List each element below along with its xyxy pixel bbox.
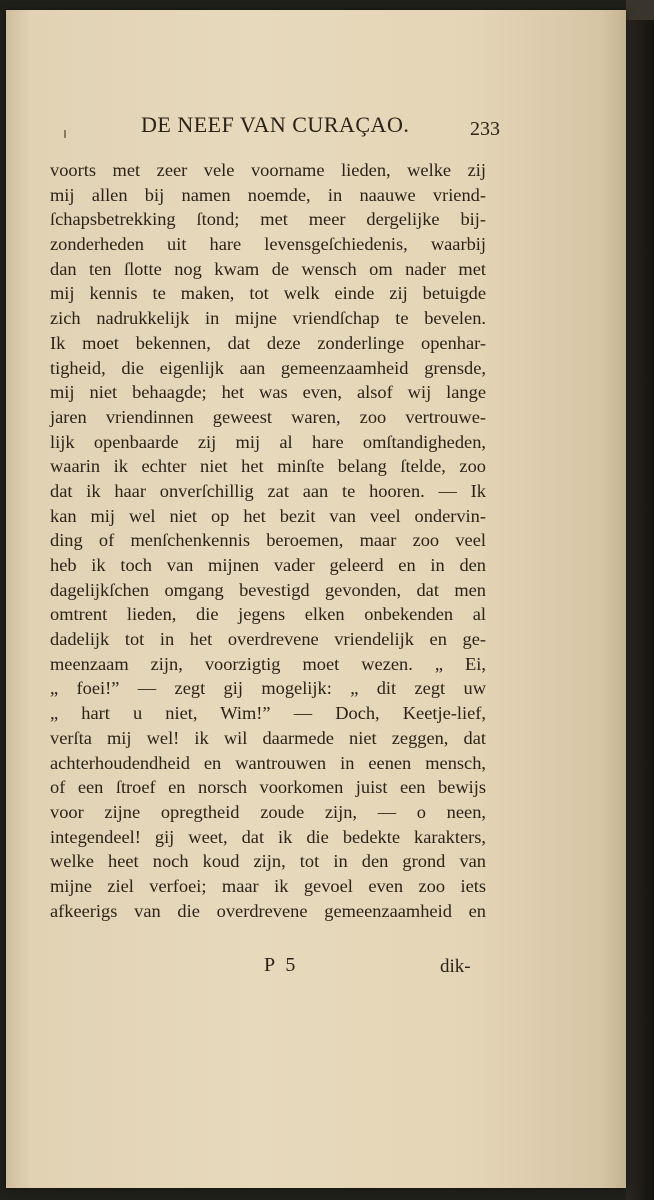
text-line: voor zijne opregtheid zoude zijn, — o neen, [50, 801, 486, 822]
text-line: jaren vriendinnen geweest waren, zoo vertrouwe- [50, 406, 486, 427]
text-line: dagelijkſchen omgang bevestigd gevonden, dat men [50, 579, 486, 600]
text-line: voorts met zeer vele voorname lieden, welke zij [50, 160, 486, 180]
running-title: DE NEEF VAN CURAÇAO. [141, 112, 410, 137]
page-header [6, 112, 626, 146]
body-text [50, 158, 486, 923]
text-line: dadelijk tot in het overdrevene vriendelijk en ge- [50, 629, 486, 650]
text-line: integendeel! gij weet, dat ik die bedekte karakters, [50, 826, 486, 847]
text-line: mij allen bij namen noemde, in naauwe vriend- [50, 184, 486, 205]
text-line: afkeerigs van die overdrevene gemeenzaamheid en [50, 900, 486, 921]
text-line: dan ten ſlotte nog kwam de wensch om nader met [50, 258, 486, 279]
text-line: heb ik toch van mijnen vader geleerd en in den [50, 555, 486, 575]
text-line: mijne ziel verfoei; maar ik gevoel even zoo iets [50, 875, 486, 896]
text-line: achterhoudendheid en wantrouwen in eenen mensch, [50, 752, 486, 773]
text-line: „ hart u niet, Wim!” — Doch, Keetje-lief, [50, 703, 486, 724]
signature-mark: P 5 [264, 954, 299, 976]
text-line: welke heet noch koud zijn, tot in den grond van [50, 851, 486, 872]
book-edge [626, 0, 654, 1200]
text-line: zonderheden uit hare levensgeſchiedenis, waarbij [50, 234, 486, 255]
text-line: verſta mij wel! ik wil daarmede niet zeggen, dat [50, 727, 486, 748]
text-line: lijk openbaarde zij mij al hare omſtandigheden, [50, 431, 486, 452]
text-line: of een ſtroef en norsch voorkomen juist een bewijs [50, 777, 486, 798]
text-line: dat ik haar onverſchillig zat aan te hooren. — Ik [50, 480, 486, 501]
text-line: Ik moet bekennen, dat deze zonderlinge openhar- [50, 332, 486, 353]
text-line: kan mij wel niet op het bezit van veel ondervin- [50, 505, 486, 526]
text-line: mij kennis te maken, tot welk einde zij betuigde [50, 283, 486, 304]
text-line: „ foei!” — zegt gij mogelijk: „ dit zegt uw [50, 678, 486, 699]
text-line: ſchapsbetrekking ſtond; met meer dergelijke bij- [50, 209, 486, 230]
book-edge-top [626, 0, 654, 20]
text-line: mij niet behaagde; het was even, alsof wij lange [50, 382, 486, 403]
page-number: 233 [470, 118, 500, 140]
text-line: waarin ik echter niet het minſte belang ſtelde, zoo [50, 456, 486, 477]
book-page [6, 10, 626, 1188]
text-line: tigheid, die eigenlijk aan gemeenzaamheid grensde, [50, 357, 486, 378]
text-line: meenzaam zijn, voorzigtig moet wezen. „ Ei, [50, 653, 486, 674]
text-line: ding of menſchenkennis beroemen, maar zoo veel [50, 530, 486, 551]
text-line: omtrent lieden, die jegens elken onbekenden al [50, 604, 486, 625]
text-line: zich nadrukkelijk in mijne vriendſchap te bevelen. [50, 308, 486, 329]
catchword: dik- [440, 956, 471, 977]
page-footer [6, 954, 626, 984]
